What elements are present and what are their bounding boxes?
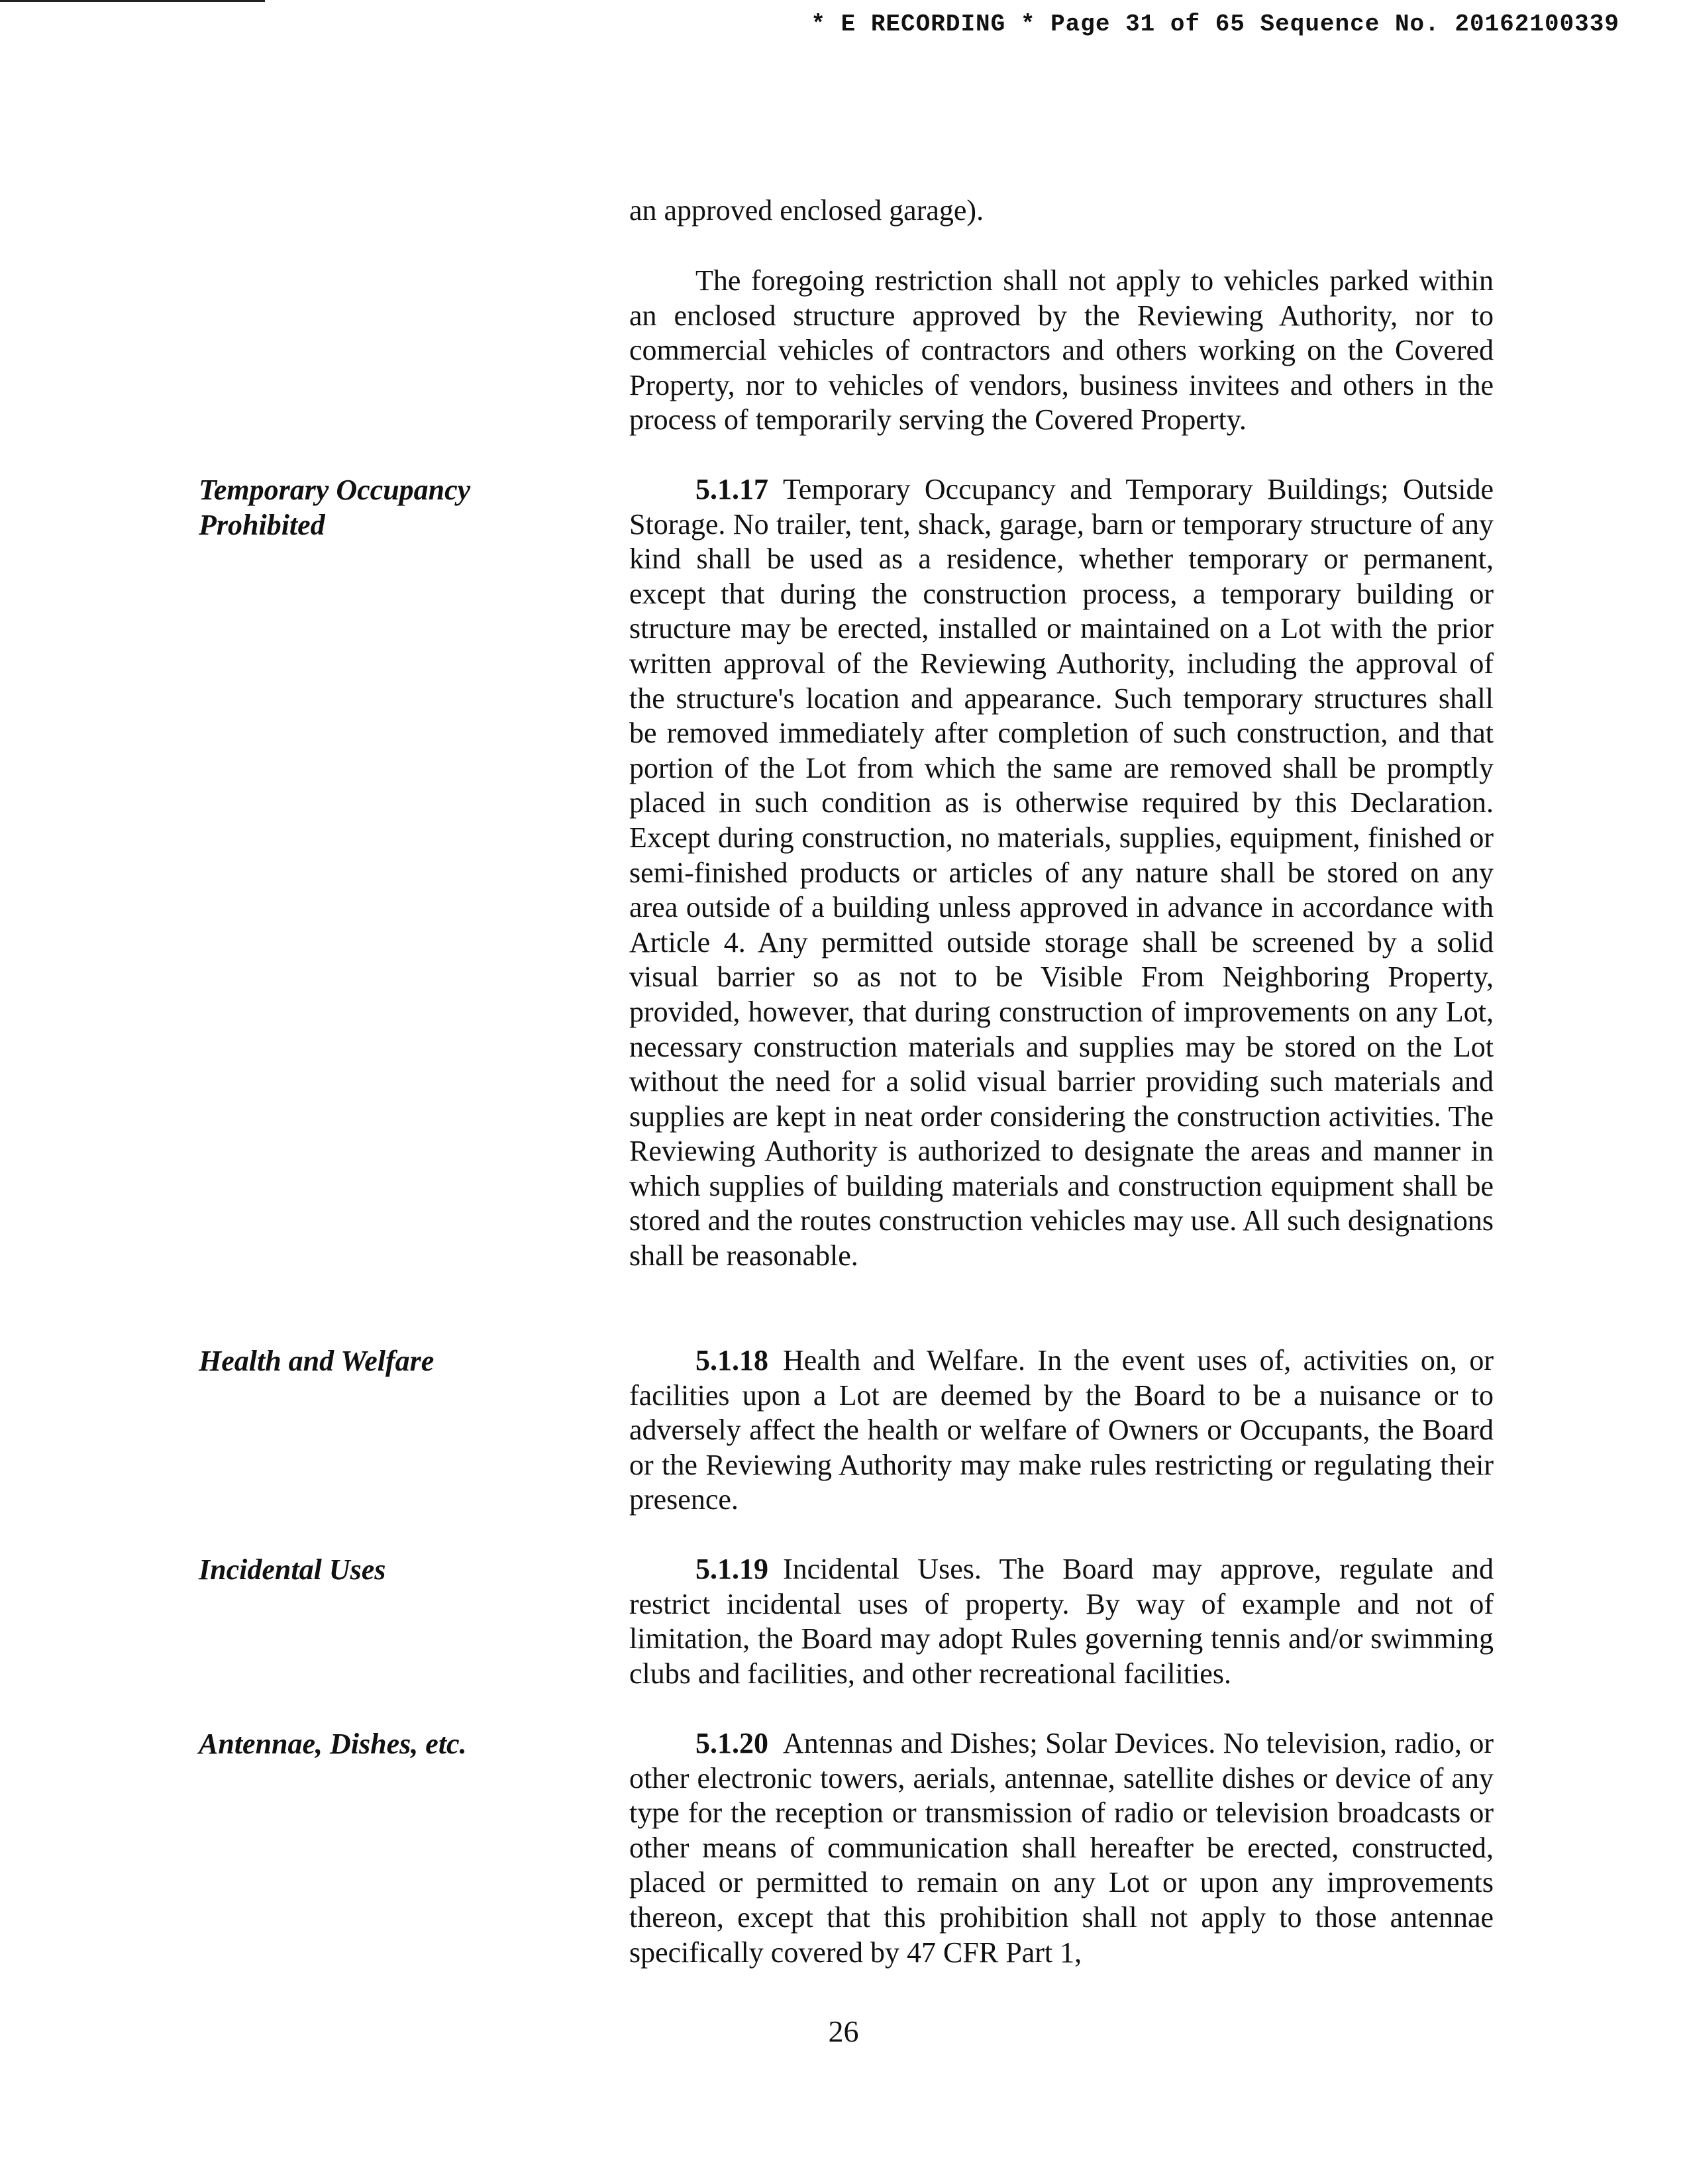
margin-heading-line: Incidental Uses: [199, 1553, 386, 1586]
margin-heading: [199, 1552, 583, 1587]
margin-heading: [199, 1726, 583, 1761]
section-number: 5.1.18: [695, 1344, 768, 1377]
section-paragraph: [629, 1343, 1494, 1518]
section-number: 5.1.20: [695, 1727, 768, 1759]
section-number: 5.1.19: [695, 1553, 768, 1585]
section-text: Temporary Occupancy and Temporary Buildings; Outside Storage. No trailer, tent, shack, garage, barn or temporary structure of any kind shall be used as a residence, whether temporary or permanent, except that during the construction process, a temporary building or structure may be erected, installed or maintained on a Lot with the prior written approval of the Reviewing Authority, including the approval of the structure's location and appearance. Such temporary structures shall be removed immediately after completion of such construction, and that portion of the Lot from which the same are removed shall be promptly placed in such condition as is otherwise required by this Declaration. Except during construction, no materials, supplies, equipment, finished or semi-finished products or articles of any nature shall be stored on any area outside of a building unless approved in advance in accordance with Article 4. Any permitted outside storage shall be screened by a solid visual barrier so as not to be Visible From Neighboring Property, provided, however, that during construction of improvements on any Lot, necessary construction materials and supplies may be stored on the Lot without the need for a solid visual barrier providing such materials and supplies are kept in neat order considering the construction activities. The Reviewing Authority is authorized to designate the areas and manner in which supplies of building materials and construction equipment shall be stored and the routes construction vehicles may use. All such designations shall be reasonable.: [629, 473, 1494, 1273]
scan-edge-rule: [0, 0, 265, 2]
margin-heading: [199, 1343, 583, 1378]
page-number: 26: [828, 2014, 859, 2048]
section-text: Health and Welfare. In the event uses of, activities on, or facilities upon a Lot are deemed by the Board to be a nuisance or to adversely affect the health or welfare of Owners or Occupants, the Board or the Reviewing Authority may make rules restricting or regulating their presence.: [629, 1344, 1494, 1516]
margin-heading-line: Temporary Occupancy: [199, 474, 471, 506]
section-text: Incidental Uses. The Board may approve, regulate and restrict incidental uses of property. By way of example and not of limitation, the Board may adopt Rules governing tennis and/or swimming clubs and facilities, and other recreational facilities.: [629, 1553, 1494, 1690]
margin-heading: [199, 472, 583, 543]
section-text: Antennas and Dishes; Solar Devices. No television, radio, or other electronic towers, aerials, antennae, satellite dishes or device of any type for the reception or transmission of radio or television broadcasts or other means of communication shall hereafter be erected, constructed, placed or permitted to remain on any Lot or upon any improvements thereon, except that this prohibition shall not apply to those antennae specifically covered by 47 CFR Part 1,: [629, 1727, 1494, 1969]
section-paragraph: [629, 472, 1494, 1274]
section-paragraph: [629, 1552, 1494, 1691]
section-number: 5.1.17: [695, 473, 768, 505]
margin-heading-line: Prohibited: [199, 509, 325, 541]
margin-heading-line: Health and Welfare: [199, 1345, 435, 1377]
recording-header: * E RECORDING * Page 31 of 65 Sequence No. 20162100339: [811, 11, 1619, 38]
section-paragraph: [629, 1726, 1494, 1970]
continuation-text: an approved enclosed garage).: [629, 194, 984, 227]
margin-heading-line: Antennae, Dishes, etc.: [199, 1728, 467, 1760]
foregoing-restriction-paragraph: The foregoing restriction shall not apply to vehicles parked within an enclosed structure approved by the Reviewing Authority, nor to commercial vehicles of contractors and others working on the Covered Property, nor to vehicles of vendors, business invitees and others in the process of temporarily serving the Covered Property.: [629, 264, 1494, 437]
